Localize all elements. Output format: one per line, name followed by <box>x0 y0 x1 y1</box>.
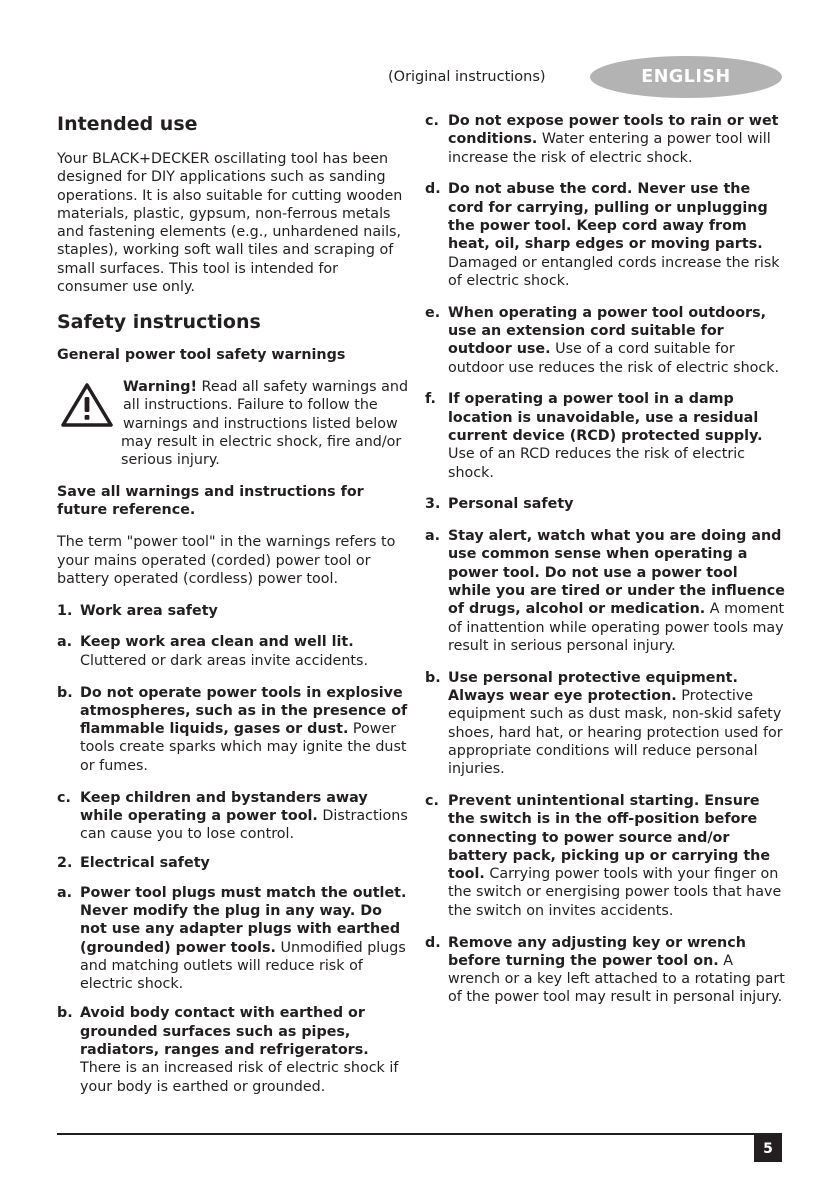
item-label: d. <box>425 934 441 951</box>
item-label: b. <box>57 1005 73 1022</box>
item-bold-text: Prevent unintentional starting. Ensure the switch is in the off-position before connecting to power source and/or battery pack, picking up or carrying the tool. <box>448 793 771 883</box>
item-bold-text: When operating a power tool outdoors, use an extension cord suitable for outdoor use. <box>448 304 767 358</box>
item-label: a. <box>425 528 441 545</box>
item-label: b. <box>57 684 73 701</box>
item-label: c. <box>425 793 439 809</box>
item-label: c. <box>57 789 71 806</box>
item-bold-text: Use personal protective equipment. Always wear eye protection. <box>448 669 738 705</box>
section-title: Electrical safety <box>80 855 210 872</box>
item-body-text: Damaged or entangled cords increase the risk of electric shock. <box>448 254 780 289</box>
item-bold-text: Stay alert, watch what you are doing and use common sense when operating a power tool. Do not use a power tool while you are tired or under the influence of drugs, alcohol or medication. <box>448 528 785 618</box>
item-body-text: Power tools create sparks which may ignite the dust or fumes. <box>80 721 407 774</box>
original-instructions-note: (Original instructions) <box>388 69 546 85</box>
page-number: 5 <box>754 1135 782 1162</box>
section-number: 1. <box>57 602 73 619</box>
item-body-text: Distractions can cause you to lose control. <box>80 807 408 843</box>
item-text <box>80 789 413 844</box>
item-text <box>448 792 785 920</box>
section-electrical <box>57 854 413 872</box>
item-text <box>448 112 785 167</box>
save-instructions-note: Save all warnings and instructions for future reference. <box>57 484 364 519</box>
item-text <box>448 527 785 655</box>
item-bold-text: Do not expose power tools to rain or wet conditions. <box>448 113 779 148</box>
item-bold-text: Keep work area clean and well lit. <box>80 634 354 651</box>
right-column <box>425 112 785 1020</box>
power-tool-term-note: The term "power tool" in the warnings refers to your mains operated (corded) power tool or battery operated (cordless) power tool. <box>57 534 396 587</box>
list-item <box>425 792 785 920</box>
item-body-text: There is an increased risk of electric shock if your body is earthed or grounded. <box>80 1060 399 1095</box>
item-body-text: Cluttered or dark areas invite accidents. <box>80 652 368 669</box>
intended-use-body: Your BLACK+DECKER oscillating tool has been designed for DIY applications such as sanding operations. It is also suitable for cutting wooden materials, plastic, gypsum, non-ferrous metals and fastening elements (e.g., unhardened nails, staples), working soft wall tiles and scraping of small surfaces. This tool is intended for consumer use only. <box>57 151 403 296</box>
section-work-area <box>57 602 413 620</box>
item-body-text: Protective equipment such as dust mask, non-skid safety shoes, hard hat, or hearing protection used for appropriate conditions will reduce personal injuries. <box>448 688 783 778</box>
list-item <box>57 684 413 775</box>
item-label: d. <box>425 181 441 198</box>
item-text <box>448 390 785 481</box>
list-item <box>57 633 413 670</box>
list-item <box>425 390 785 481</box>
item-body-text: Use of a cord suitable for outdoor use reduces the risk of electric shock. <box>448 341 780 376</box>
language-badge: ENGLISH <box>590 56 782 98</box>
list-item <box>425 112 785 167</box>
list-item <box>425 304 785 377</box>
item-label: e. <box>425 304 441 321</box>
list-item <box>57 789 413 844</box>
item-text <box>80 684 413 775</box>
item-bold-text: Do not operate power tools in explosive atmospheres, such as in the presence of flammable liquids, gases or dust. <box>80 684 408 738</box>
item-text <box>448 934 785 1007</box>
item-body-text: A moment of inattention while operating power tools may result in serious personal injury. <box>448 601 785 654</box>
section-title: Work area safety <box>80 602 218 619</box>
item-body-text: Water entering a power tool will increase the risk of electric shock. <box>448 131 771 166</box>
item-bold-text: Remove any adjusting key or wrench before turning the power tool on. <box>448 934 746 969</box>
list-item <box>425 180 785 290</box>
safety-instructions-heading: Safety instructions <box>57 311 261 334</box>
general-warnings-subheading: General power tool safety warnings <box>57 347 346 364</box>
item-body-text: Use of an RCD reduces the risk of electric shock. <box>448 446 746 481</box>
item-bold-text: Power tool plugs must match the outlet. Never modify the plug in any way. Do not use any adapter plugs with earthed (grounded) power tools. <box>80 884 407 956</box>
intended-use-heading: Intended use <box>57 113 198 135</box>
footer-rule <box>57 1133 782 1135</box>
list-item <box>425 934 785 1007</box>
item-body-text: Carrying power tools with your finger on the switch or energising power tools that have the switch on invites accidents. <box>448 866 782 919</box>
warning-block <box>57 378 413 469</box>
warning-label: Warning! <box>123 379 197 396</box>
item-label: b. <box>425 669 441 686</box>
item-bold-text: Keep children and bystanders away while operating a power tool. <box>80 789 368 824</box>
item-bold-text: Do not abuse the cord. Never use the cord for carrying, pulling or unplugging the power tool. Keep cord away from heat, oil, sharp edges or moving parts. <box>448 181 768 253</box>
item-label: f. <box>425 391 436 408</box>
left-column <box>57 112 413 1109</box>
item-text <box>80 1004 413 1095</box>
item-label: c. <box>425 113 439 129</box>
section-title: Personal safety <box>448 496 574 513</box>
item-body-text: A wrench or a key left attached to a rotating part of the power tool may result in personal injury. <box>448 952 785 1006</box>
item-text <box>80 884 413 994</box>
item-text <box>448 180 785 290</box>
warning-text: Read all safety warnings and all instructions. Failure to follow the warnings and instructions listed below may result in electric shock, fire and/or serious injury. <box>121 379 409 469</box>
section-number: 3. <box>425 496 441 513</box>
item-body-text: Unmodified plugs and matching outlets will reduce risk of electric shock. <box>80 939 406 993</box>
item-bold-text: Avoid body contact with earthed or grounded surfaces such as pipes, radiators, ranges and refrigerators. <box>80 1005 369 1059</box>
item-text <box>448 304 785 377</box>
item-bold-text: If operating a power tool in a damp location is unavoidable, use a residual current device (RCD) protected supply. <box>448 391 763 444</box>
list-item <box>425 527 785 655</box>
item-text <box>448 669 785 779</box>
item-label: a. <box>57 634 73 651</box>
list-item <box>425 669 785 779</box>
list-item <box>57 884 413 994</box>
section-number: 2. <box>57 855 73 872</box>
item-text <box>80 633 413 670</box>
item-label: a. <box>57 884 73 901</box>
warning-triangle-icon <box>61 382 113 428</box>
list-item <box>57 1004 413 1095</box>
section-personal-safety <box>425 495 785 513</box>
